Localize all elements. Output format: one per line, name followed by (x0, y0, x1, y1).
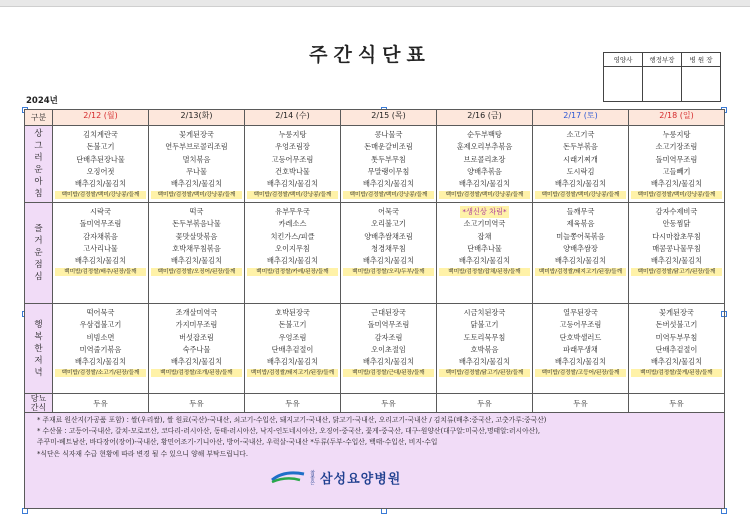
menu-item: 감자수제비국 (655, 207, 698, 216)
menu-item: 배추김치/물김치 (266, 179, 319, 189)
label-char: 러 (34, 153, 43, 163)
menu-item: 감자채볶음 (83, 231, 118, 241)
allergy-note: 백미밥/검정쌀/배추/된장/들깨 (55, 268, 146, 276)
menu-item: 고등어무조림 (271, 154, 314, 164)
snack-cell[interactable]: 두유 (533, 394, 629, 413)
menu-item: 돈불고기 (86, 142, 115, 152)
hospital-logo-sub: 참좋은 (309, 469, 315, 485)
approval-sign-box[interactable] (604, 67, 643, 102)
menu-cell[interactable] (437, 126, 533, 203)
meal-label (25, 203, 53, 304)
menu-item: 미역줄기볶음 (79, 344, 122, 354)
menu-item: 제육볶음 (566, 219, 595, 229)
menu-cell[interactable] (53, 126, 149, 203)
menu-cell[interactable] (245, 304, 341, 394)
menu-item: 오징어젓 (86, 166, 115, 176)
label-char: 당뇨 (30, 394, 47, 403)
menu-item: 청경채무침 (371, 243, 406, 253)
menu-item: 톳두부무침 (371, 154, 406, 164)
allergy-note: 백미밥/검정쌀/카레/된장/들깨 (247, 268, 338, 276)
menu-item: 비빔소면 (86, 332, 115, 342)
label-char: 운 (34, 248, 43, 258)
menu-item: 단호박샐러드 (559, 332, 602, 342)
allergy-note: 백미밥/검정쌀/백미/강낭콩/들깨 (343, 191, 434, 199)
menu-item: 단배추겉절이 (655, 344, 698, 354)
menu-item: 잡채 (477, 231, 492, 241)
day-header: 2/14 (수) (245, 110, 341, 126)
menu-item: 고들빼기 (662, 166, 691, 176)
menu-item: 소고기장조림 (655, 142, 698, 152)
allergy-note: 백미밥/검정쌀/고등어/된장/들깨 (535, 369, 626, 377)
menu-item: 오리불고기 (371, 219, 406, 229)
menu-item: 무말랭이무침 (367, 166, 410, 176)
menu-cell[interactable] (629, 203, 725, 304)
menu-item: 돈매운갈비조림 (364, 142, 413, 152)
menu-item: 배추김치/물김치 (170, 256, 223, 266)
menu-item: 누룽지탕 (278, 130, 307, 139)
menu-item: 멸치볶음 (182, 154, 211, 164)
allergy-note: 백미밥/검정쌀/백미/강낭콩/들깨 (151, 191, 242, 199)
menu-cell[interactable] (245, 126, 341, 203)
menu-item: 배추김치/물김치 (266, 256, 319, 266)
menu-cell[interactable] (149, 304, 245, 394)
snack-cell[interactable]: 두유 (53, 394, 149, 413)
menu-item: 훈제오리부추볶음 (456, 142, 513, 152)
menu-item: 오이지무침 (275, 243, 310, 253)
menu-item: 배추김치/물김치 (554, 357, 607, 367)
snack-label (25, 394, 53, 413)
allergy-note: 백미밥/검정쌀/오징어/된장/들깨 (151, 268, 242, 276)
snack-row (25, 394, 725, 413)
menu-item: 배추김치/물김치 (554, 256, 607, 266)
hospital-name: 삼성요양병원 (320, 471, 402, 487)
menu-item: 떡어묵국 (86, 308, 115, 317)
menu-item: 배추김치/물김치 (458, 256, 511, 266)
menu-item: 안동찜닭 (662, 219, 691, 229)
menu-item: 떡국 (189, 207, 204, 216)
menu-item: 배추김치/물김치 (170, 179, 223, 189)
label-char: 저 (34, 355, 43, 366)
approval-header: 행정부장 (643, 53, 682, 67)
menu-item: 닭불고기 (470, 320, 499, 330)
approval-header: 병 원 장 (682, 53, 721, 67)
menu-cell[interactable] (341, 203, 437, 304)
menu-item: 조개살미역국 (175, 308, 218, 317)
menu-item: 호박채무침볶음 (172, 243, 221, 253)
allergy-note: 백미밥/검정쌀/돼지고기/된장/들깨 (247, 369, 338, 377)
day-header: 2/17 (토) (533, 110, 629, 126)
menu-cell[interactable] (149, 203, 245, 304)
label-char: 침 (34, 189, 43, 199)
day-header: 2/18 (일) (629, 110, 725, 126)
note-line: * 수산물 : 고등어-국내산, 갈치-모로코산, 코다리-러시아산, 동태-러시아산, 낙지-인도네시아산, 오징어-중국산, 꽃게-중국산, 대구-원양산(대구알:미국산,명태알:러시아산), (37, 427, 541, 436)
menu-item: 우엉조림 (278, 332, 307, 342)
menu-item: 호박볶음 (470, 344, 499, 354)
menu-cell[interactable] (341, 304, 437, 394)
menu-item: 연두부브로콜리조림 (165, 142, 228, 152)
menu-item: 돈버섯불고기 (655, 320, 698, 330)
menu-item: 파래무생채 (563, 344, 598, 354)
window-top-bar (0, 0, 750, 7)
menu-item: 호박된장국 (275, 308, 310, 317)
menu-item: 소고기국 (566, 130, 595, 139)
menu-item: 김치계란국 (83, 130, 118, 139)
menu-cell[interactable] (437, 203, 533, 304)
menu-cell[interactable] (53, 304, 149, 394)
snack-cell[interactable]: 두유 (437, 394, 533, 413)
day-header: 2/15 (목) (341, 110, 437, 126)
menu-cell[interactable] (341, 126, 437, 203)
page-title: 주간식단표 (309, 44, 431, 66)
header-row (25, 110, 725, 126)
menu-item: 시래기찌개 (563, 154, 598, 164)
menu-item: 다시마찹초무침 (652, 231, 701, 241)
allergy-note: 백미밥/검정쌀/백미/강낭콩/들깨 (535, 191, 626, 199)
menu-item: 배추김치/물김치 (554, 179, 607, 189)
menu-cell[interactable] (245, 203, 341, 304)
label-char: 녁 (34, 367, 43, 378)
menu-item: 도토리묵무침 (463, 332, 506, 342)
menu-item: 배추김치/물김치 (458, 357, 511, 367)
approval-header: 영양사 (604, 53, 643, 67)
special-badge: *생신상 차림* (460, 206, 508, 218)
menu-item: 꽃게된장국 (179, 130, 214, 139)
menu-item: 시금치된장국 (463, 308, 506, 317)
label-char: 운 (34, 165, 43, 175)
day-header: 2/16 (금) (437, 110, 533, 126)
menu-item: 콩나물국 (374, 130, 403, 139)
day-header: 2/13(화) (149, 110, 245, 126)
menu-item: 감자조림 (374, 332, 403, 342)
menu-item: 브로콜리초장 (463, 154, 506, 164)
menu-item: 우삼겹불고기 (79, 320, 122, 330)
menu-item: 미늘쫑어묵볶음 (556, 231, 605, 241)
menu-item: 배추김치/물김치 (362, 179, 415, 189)
menu-item: 열무된장국 (563, 308, 598, 317)
menu-item: 근대된장국 (371, 308, 406, 317)
label-char: 거 (34, 236, 43, 246)
menu-item: 치킨가스/피클 (270, 231, 315, 241)
label-char: 심 (34, 272, 43, 282)
allergy-note: 백미밥/검정쌀/조개/된장/들깨 (151, 369, 242, 377)
label-char: 상 (34, 129, 43, 139)
menu-item: 배추김치/물김치 (650, 256, 703, 266)
menu-item: 순두부백탕 (467, 130, 502, 139)
menu-item: 배추김치/물김치 (362, 256, 415, 266)
snack-cell[interactable]: 두유 (245, 394, 341, 413)
year-label: 2024년 (26, 96, 58, 106)
meal-row (25, 126, 725, 203)
menu-item: 돈불고기 (278, 320, 307, 330)
footer-notes-cell (25, 413, 725, 509)
menu-item: 유부무우국 (275, 207, 310, 216)
menu-cell[interactable] (533, 126, 629, 203)
snack-cell[interactable]: 두유 (629, 394, 725, 413)
label-char: 그 (34, 141, 43, 151)
label-char: 복 (34, 331, 43, 342)
menu-item: 배추김치/물김치 (458, 179, 511, 189)
allergy-note: 백미밥/검정쌀/소고기/된장/들깨 (55, 369, 146, 377)
meal-label (25, 304, 53, 394)
allergy-note: 백미밥/검정쌀/백미/강낭콩/들깨 (439, 191, 530, 199)
menu-item: 양배추쌈채조림 (364, 231, 413, 241)
allergy-note: 백미밥/검정쌀/잡채/된장/들깨 (439, 268, 530, 276)
menu-item: 꽃게된장국 (659, 308, 694, 317)
menu-item: 꽃맛살맛볶음 (175, 231, 218, 241)
menu-item: 카레소스 (278, 219, 307, 229)
label-char: 한 (34, 343, 43, 354)
menu-item: 돈두부볶음나물 (172, 219, 221, 229)
menu-item: 고등어무조림 (559, 320, 602, 330)
menu-cell[interactable] (629, 304, 725, 394)
weekly-menu-table (24, 109, 725, 509)
menu-item: 배추김치/물김치 (266, 357, 319, 367)
label-char: 즐 (34, 224, 43, 234)
menu-item: 단배추겉절이 (271, 344, 314, 354)
menu-cell[interactable] (53, 203, 149, 304)
day-header: 2/12 (월) (53, 110, 149, 126)
menu-item: 고사리나물 (83, 243, 118, 253)
menu-cell[interactable] (149, 126, 245, 203)
menu-item: 돌미역무조림 (367, 320, 410, 330)
footer-row (25, 413, 725, 509)
menu-item: 배추김치/물김치 (650, 357, 703, 367)
menu-item: 소고기미역국 (463, 219, 506, 229)
menu-cell[interactable] (437, 304, 533, 394)
menu-item: 돌미역무조림 (79, 219, 122, 229)
meal-label (25, 126, 53, 203)
note-line: *식단은 식자재 수급 현황에 따라 변경 될 수 있으니 양해 부탁드립니다. (37, 449, 249, 458)
label-char: 간식 (30, 403, 47, 412)
label-char: 점 (34, 260, 43, 270)
allergy-note: 백미밥/검정쌀/근대/된장/들깨 (343, 369, 434, 377)
menu-item: 시락국 (90, 207, 111, 216)
allergy-note: 백미밥/검정쌀/오리/두부/들깨 (343, 268, 434, 276)
allergy-note: 백미밥/검정쌀/꽃게/된장/들깨 (631, 369, 722, 377)
menu-item (437, 206, 532, 218)
approval-sign-box[interactable] (643, 67, 682, 102)
allergy-note: 백미밥/검정쌀/닭고기/된장/들깨 (631, 268, 722, 276)
menu-item: 배추김치/물김치 (170, 357, 223, 367)
menu-item: 무나물 (186, 166, 207, 176)
menu-item: 단배추나물 (467, 243, 502, 253)
menu-item: 건호박나물 (275, 166, 310, 176)
menu-item: 배추김치/물김치 (74, 256, 127, 266)
hospital-logo (270, 468, 724, 487)
menu-item: 배추김치/물김치 (74, 357, 127, 367)
allergy-note: 백미밥/검정쌀/돼지고기/된장/들깨 (535, 268, 626, 276)
menu-item: 도시락김 (566, 166, 595, 176)
allergy-note: 백미밥/검정쌀/닭고기/된장/들깨 (439, 369, 530, 377)
menu-item: 배추김치/물김치 (650, 179, 703, 189)
menu-item: 돈두부볶음 (563, 142, 598, 152)
menu-item: 누룽지탕 (662, 130, 691, 139)
menu-item: 가지미무조림 (175, 320, 218, 330)
meal-row (25, 203, 725, 304)
menu-item: 버섯잡조림 (179, 332, 214, 342)
meal-row (25, 304, 725, 394)
menu-cell[interactable] (533, 304, 629, 394)
label-char: 행 (34, 319, 43, 330)
menu-item: 오이초절임 (371, 344, 406, 354)
menu-item: 양배추볶음 (467, 166, 502, 176)
allergy-note: 백미밥/검정쌀/백미/강낭콩/들깨 (631, 191, 722, 199)
snack-cell[interactable]: 두유 (341, 394, 437, 413)
menu-item: 돌미역무조림 (655, 154, 698, 164)
approval-sign-box[interactable] (682, 67, 721, 102)
menu-item: 배추김치/물김치 (362, 357, 415, 367)
menu-item: 배추김치/물김치 (74, 179, 127, 189)
approval-box (603, 52, 721, 102)
label-char: 아 (34, 177, 43, 187)
menu-item: 미역두부무침 (655, 332, 698, 342)
snack-cell[interactable]: 두유 (149, 394, 245, 413)
menu-item: 숙주나물 (182, 344, 211, 354)
allergy-note: 백미밥/검정쌀/백미/강낭콩/들깨 (247, 191, 338, 199)
menu-item: 들깨무국 (566, 207, 595, 216)
menu-item: 어묵국 (378, 207, 399, 216)
menu-item: 단배추된장나물 (76, 154, 125, 164)
allergy-note: 백미밥/검정쌀/백미/강낭콩/들깨 (55, 191, 146, 199)
menu-cell[interactable] (533, 203, 629, 304)
menu-cell[interactable] (629, 126, 725, 203)
menu-item: 매콤콩나물무침 (652, 243, 701, 253)
note-line: 주꾸미-베트남산, 바다장어(장어)-국내산, 황민어조기-기니아산, 방어-국내산, 우럭살-국내산 *두류(두부-수입산, 백태-수입산, 비지-수입 (37, 438, 438, 447)
menu-item: 우엉조림장 (275, 142, 310, 152)
gubun-label: 구분 (25, 110, 53, 126)
note-line: * 주재료 원산지(가공품 포함) : 쌀(우리쌀), 쌀 원료(국산)-국내산, 쇠고기-수입산, 돼지고기-국내산, 닭고기-국내산, 오리고기-국내산 / 김치류(배추:중국산, 고춧가루:중국산) (37, 416, 547, 424)
menu-item: 양배추쌈장 (563, 243, 598, 253)
origin-notes (25, 413, 724, 460)
hospital-logo-icon (270, 468, 306, 486)
